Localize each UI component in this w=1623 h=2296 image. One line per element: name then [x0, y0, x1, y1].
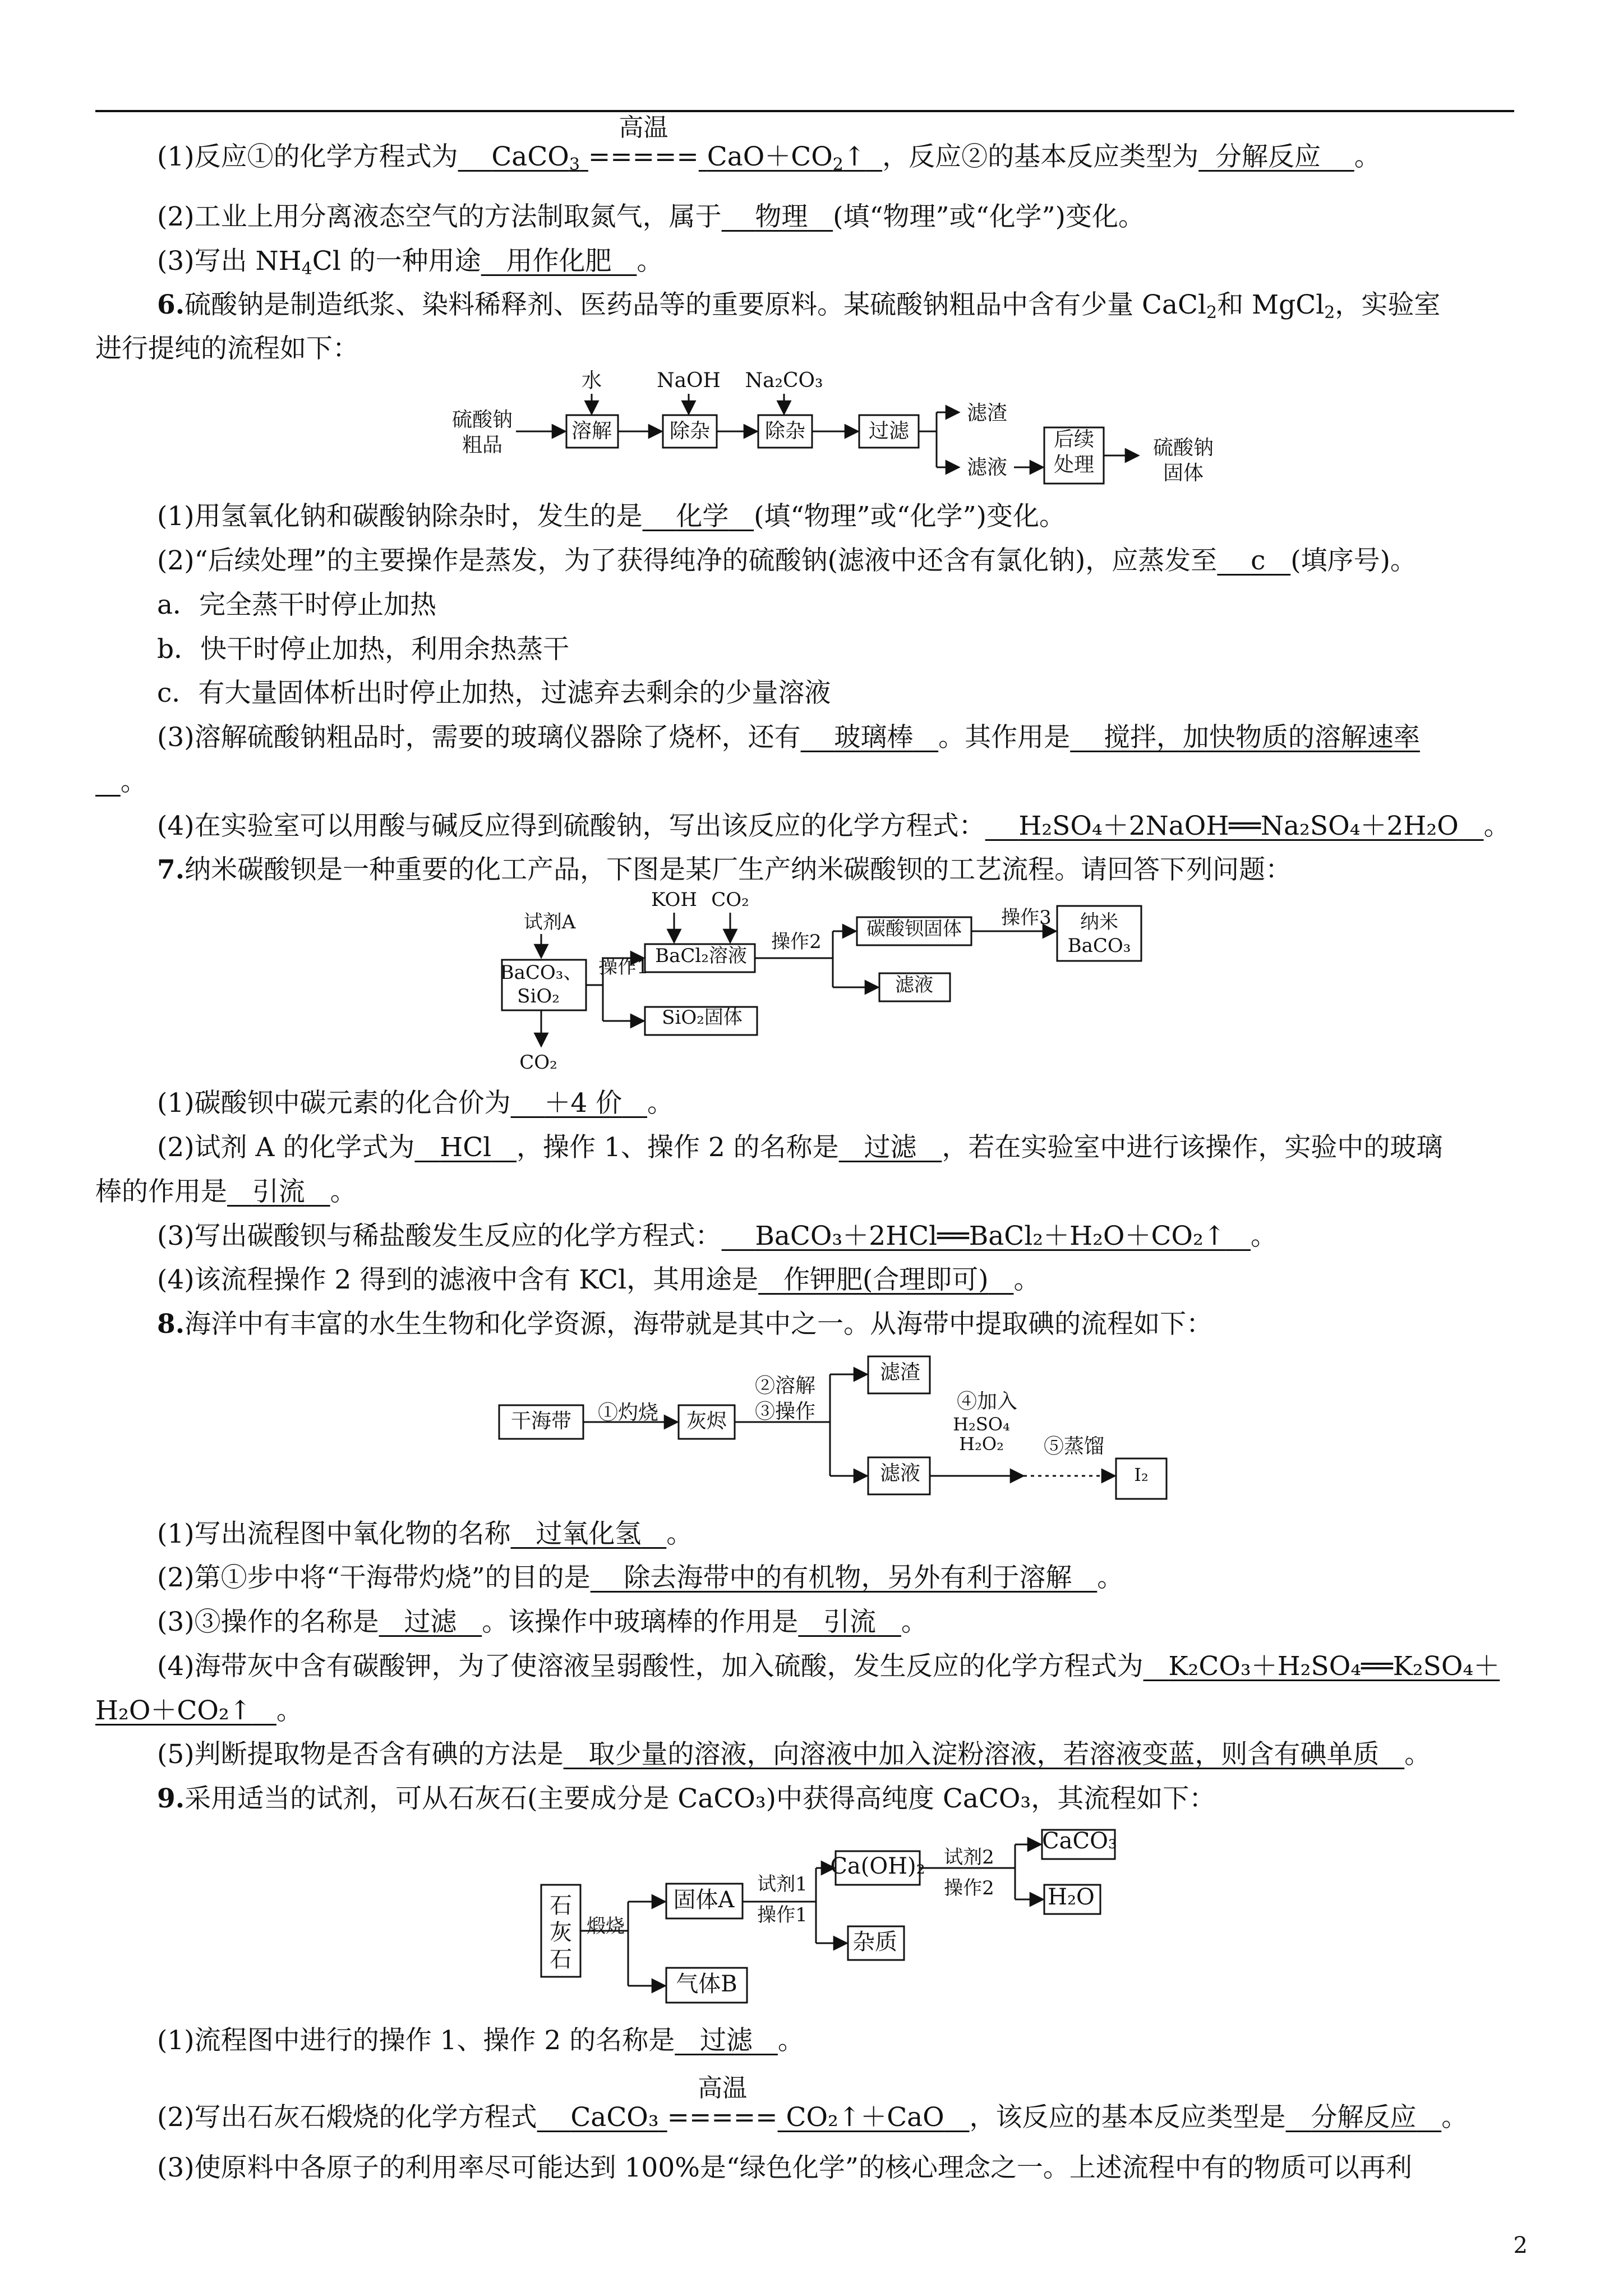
q8-4-cont: H₂O＋CO₂↑ 。 [95, 1695, 303, 1726]
q8-3: (3)③操作的名称是 过滤 。该操作中玻璃棒的作用是 引流 。 [157, 1607, 928, 1637]
q9-3: (3)使原料中各原子的利用率尽可能达到 100%是“绿色化学”的核心理念之一。上述流程中有的物质可以再利 [157, 2152, 1412, 2183]
op1-label: 操作1 [598, 956, 649, 978]
kelp-box-label: 干海带 [510, 1410, 572, 1433]
baco3-solid-label: 碳酸钡固体 [866, 918, 962, 940]
answer: 物理 [755, 201, 808, 232]
q6-1: (1)用氢氧化钠和碳酸钠除杂时，发生的是 化学 (填“物理”或“化学”)变化。 [157, 501, 1066, 532]
limestone-box-label: 灰 [550, 1920, 572, 1945]
q5-line-1: (1)反应①的化学方程式为 CaCO$_3$ 高温 ===== $CaO+CO_2↑$ ，反应②的基本反应类型为 分解反应 。 [157, 113, 1381, 174]
iodine-box-label: I₂ [1134, 1464, 1149, 1485]
na2co3-label: Na₂CO₃ [745, 369, 823, 392]
op3-label: 操作3 [1001, 907, 1052, 929]
q6-stem-1: 6.硫酸钠是制造纸浆、染料稀释剂、医药品等的重要原料。某硫酸钠粗品中含有少量 CaCl$_2$和 MgCl$_2$，实验室 [157, 289, 1441, 323]
bacl2-box-label: BaCl₂溶液 [655, 945, 747, 967]
q8-1: (1)写出流程图中氧化物的名称 过氧化氢 。 [157, 1519, 693, 1549]
burn-label: ①灼烧 [597, 1401, 659, 1424]
op2-label: 操作2 [944, 1877, 994, 1899]
q8-5: (5)判断提取物是否含有碘的方法是 取少量的溶液，向溶液中加入淀粉溶液，若溶液变蓝，则含有碘单质 。 [157, 1739, 1431, 1770]
add-label: H₂SO₄ [953, 1414, 1010, 1435]
after-box-label: 后续 [1053, 428, 1095, 451]
nano-box-label: BaCO₃ [1067, 935, 1131, 957]
q7-2-cont: 棒的作用是 引流 。 [95, 1176, 357, 1207]
residue-box-label: 滤渣 [879, 1361, 921, 1384]
reagent1-label: 试剂1 [757, 1873, 808, 1895]
q7-2: (2)试剂 A 的化学式为 HCl ，操作 1、操作 2 的名称是 过滤 ，若在实验室中进行该操作，实验中的玻璃 [157, 1132, 1443, 1163]
op2-label: 操作2 [771, 931, 822, 953]
text: (1)反应①的化学方程式为 [157, 141, 458, 172]
remove2-box-label: 除杂 [764, 420, 806, 443]
sio2-box-label: SiO₂固体 [662, 1006, 743, 1029]
naoh-label: NaOH [657, 369, 721, 392]
solid-a-box-label: 固体A [673, 1887, 735, 1913]
impurity-box-label: 杂质 [852, 1929, 897, 1955]
answer-equation: CaCO$_3$ 高温 ===== $CaO+CO_2↑$ [491, 113, 866, 174]
reagent2-label: 试剂2 [944, 1846, 994, 1869]
raw-box-label: BaCO₃、 [500, 961, 583, 984]
answer: 用作化肥 [506, 246, 612, 277]
nano-box-label: 纳米 [1080, 911, 1118, 933]
residue-label: 滤渣 [966, 402, 1008, 425]
gas-b-box-label: 气体B [676, 1971, 737, 1997]
op1-label: 操作1 [757, 1904, 808, 1926]
q7-1: (1)碳酸钡中碳元素的化合价为 ＋4 价 。 [157, 1088, 674, 1119]
q6-2: (2)“后续处理”的主要操作是蒸发，为了获得纯净的硫酸钠(滤液中还含有氯化钠)，应蒸发至 c (填序号)。 [157, 545, 1417, 576]
remove1-box-label: 除杂 [669, 420, 711, 443]
co2-in-label: CO₂ [711, 889, 749, 911]
page-number: 2 [1513, 2233, 1528, 2258]
flow-diagram-q8 [494, 1346, 1206, 1515]
q6-option-a: a．完全蒸干时停止加热 [157, 590, 437, 620]
dissolve-label: ②溶解 [754, 1374, 816, 1397]
limestone-box-label: 石 [550, 1893, 572, 1918]
product-label: 固体 [1163, 462, 1204, 485]
q6-stem-2: 进行提纯的流程如下： [95, 333, 359, 364]
calcine-label: 煅烧 [587, 1915, 625, 1938]
water-label: 水 [581, 369, 602, 392]
header-rule [95, 110, 1514, 112]
q8-2: (2)第①步中将“干海带灼烧”的目的是 除去海带中的有机物，另外有利于溶解 。 [157, 1562, 1124, 1593]
filtrate-label: 滤液 [895, 974, 933, 996]
flow-diagram-q9 [533, 1823, 1161, 2008]
dissolve-box-label: 溶解 [571, 420, 612, 443]
q6-option-c: c．有大量固体析出时停止加热，过滤弃去剩余的少量溶液 [157, 678, 831, 708]
q8-stem: 8.海洋中有丰富的水生生物和化学资源，海带就是其中之一。从海带中提取碘的流程如下： [157, 1309, 1213, 1340]
filtrate-box-label: 滤液 [879, 1462, 921, 1485]
q6-4: (4)在实验室可以用酸与碱反应得到硫酸钠，写出该反应的化学方程式： H₂SO₄＋2NaOH══Na₂SO₄＋2H₂O 。 [157, 811, 1510, 841]
q6-3-cont: 。 [120, 766, 147, 797]
q9-1: (1)流程图中进行的操作 1、操作 2 的名称是 过滤 。 [157, 2025, 804, 2056]
h2o-box-label: H₂O [1048, 1884, 1095, 1910]
distill-label: ⑤蒸馏 [1043, 1435, 1105, 1458]
ash-box-label: 灰烬 [686, 1410, 727, 1433]
q5-line-2: (2)工业上用分离液态空气的方法制取氮气，属于 物理 (填“物理”或“化学”)变化。 [157, 201, 1145, 232]
product-label: 硫酸钠 [1152, 436, 1214, 459]
caoh2-box-label: Ca(OH)₂ [830, 1853, 925, 1879]
reagent-a-label: 试剂A [523, 911, 576, 933]
crude-label: 硫酸钠 [451, 408, 513, 431]
flow-diagram-q7 [494, 884, 1223, 1085]
limestone-box-label: 石 [550, 1947, 572, 1972]
after-box-label: 处理 [1053, 453, 1095, 476]
q9-stem: 9.采用适当的试剂，可从石灰石(主要成分是 CaCO₃)中获得高纯度 CaCO₃，其流程如下： [157, 1783, 1216, 1814]
q9-2: (2)写出石灰石煅烧的化学方程式 CaCO₃ 高温 ===== CO₂↑＋CaO ，该反应的基本反应类型是 分解反应 。 [157, 2074, 1468, 2133]
q7-stem: 7.纳米碳酸钡是一种重要的化工产品，下图是某厂生产纳米碳酸钡的工艺流程。请回答下列问题： [157, 854, 1292, 885]
q8-4: (4)海带灰中含有碳酸钾，为了使溶液呈弱酸性，加入硫酸，发生反应的化学方程式为 K₂CO₃＋H₂SO₄══K₂SO₄＋ [157, 1651, 1500, 1682]
add-label: ④加入 [956, 1390, 1018, 1413]
co2-out-label: CO₂ [519, 1051, 557, 1074]
filtrate-label: 滤液 [966, 456, 1008, 479]
q6-option-b: b．快干时停止加热，利用余热蒸干 [157, 634, 570, 665]
q7-4: (4)该流程操作 2 得到的滤液中含有 KCl，其用途是 作钾肥(合理即可) 。 [157, 1264, 1040, 1295]
operate-label: ③操作 [754, 1400, 816, 1423]
raw-box-label: SiO₂ [517, 985, 560, 1007]
caco3-box-label: CaCO₃ [1042, 1828, 1117, 1854]
q6-3: (3)溶解硫酸钠粗品时，需要的玻璃仪器除了烧杯，还有 玻璃棒 。其作用是 搅拌，加快物质的溶解速率 [157, 722, 1420, 753]
koh-label: KOH [651, 889, 698, 911]
q7-3: (3)写出碳酸钡与稀盐酸发生反应的化学方程式： BaCO₃＋2HCl══BaCl₂＋H₂O＋CO₂↑ 。 [157, 1221, 1278, 1251]
filter-box-label: 过滤 [868, 420, 910, 443]
answer: 分解反应 [1215, 141, 1321, 172]
add-label: H₂O₂ [959, 1433, 1004, 1455]
q5-line-3: (3)写出 $NH_4Cl$ 的一种用途 用作化肥 。 [157, 246, 663, 279]
flow-diagram-q6 [451, 365, 1256, 499]
crude-label: 粗品 [462, 434, 503, 457]
